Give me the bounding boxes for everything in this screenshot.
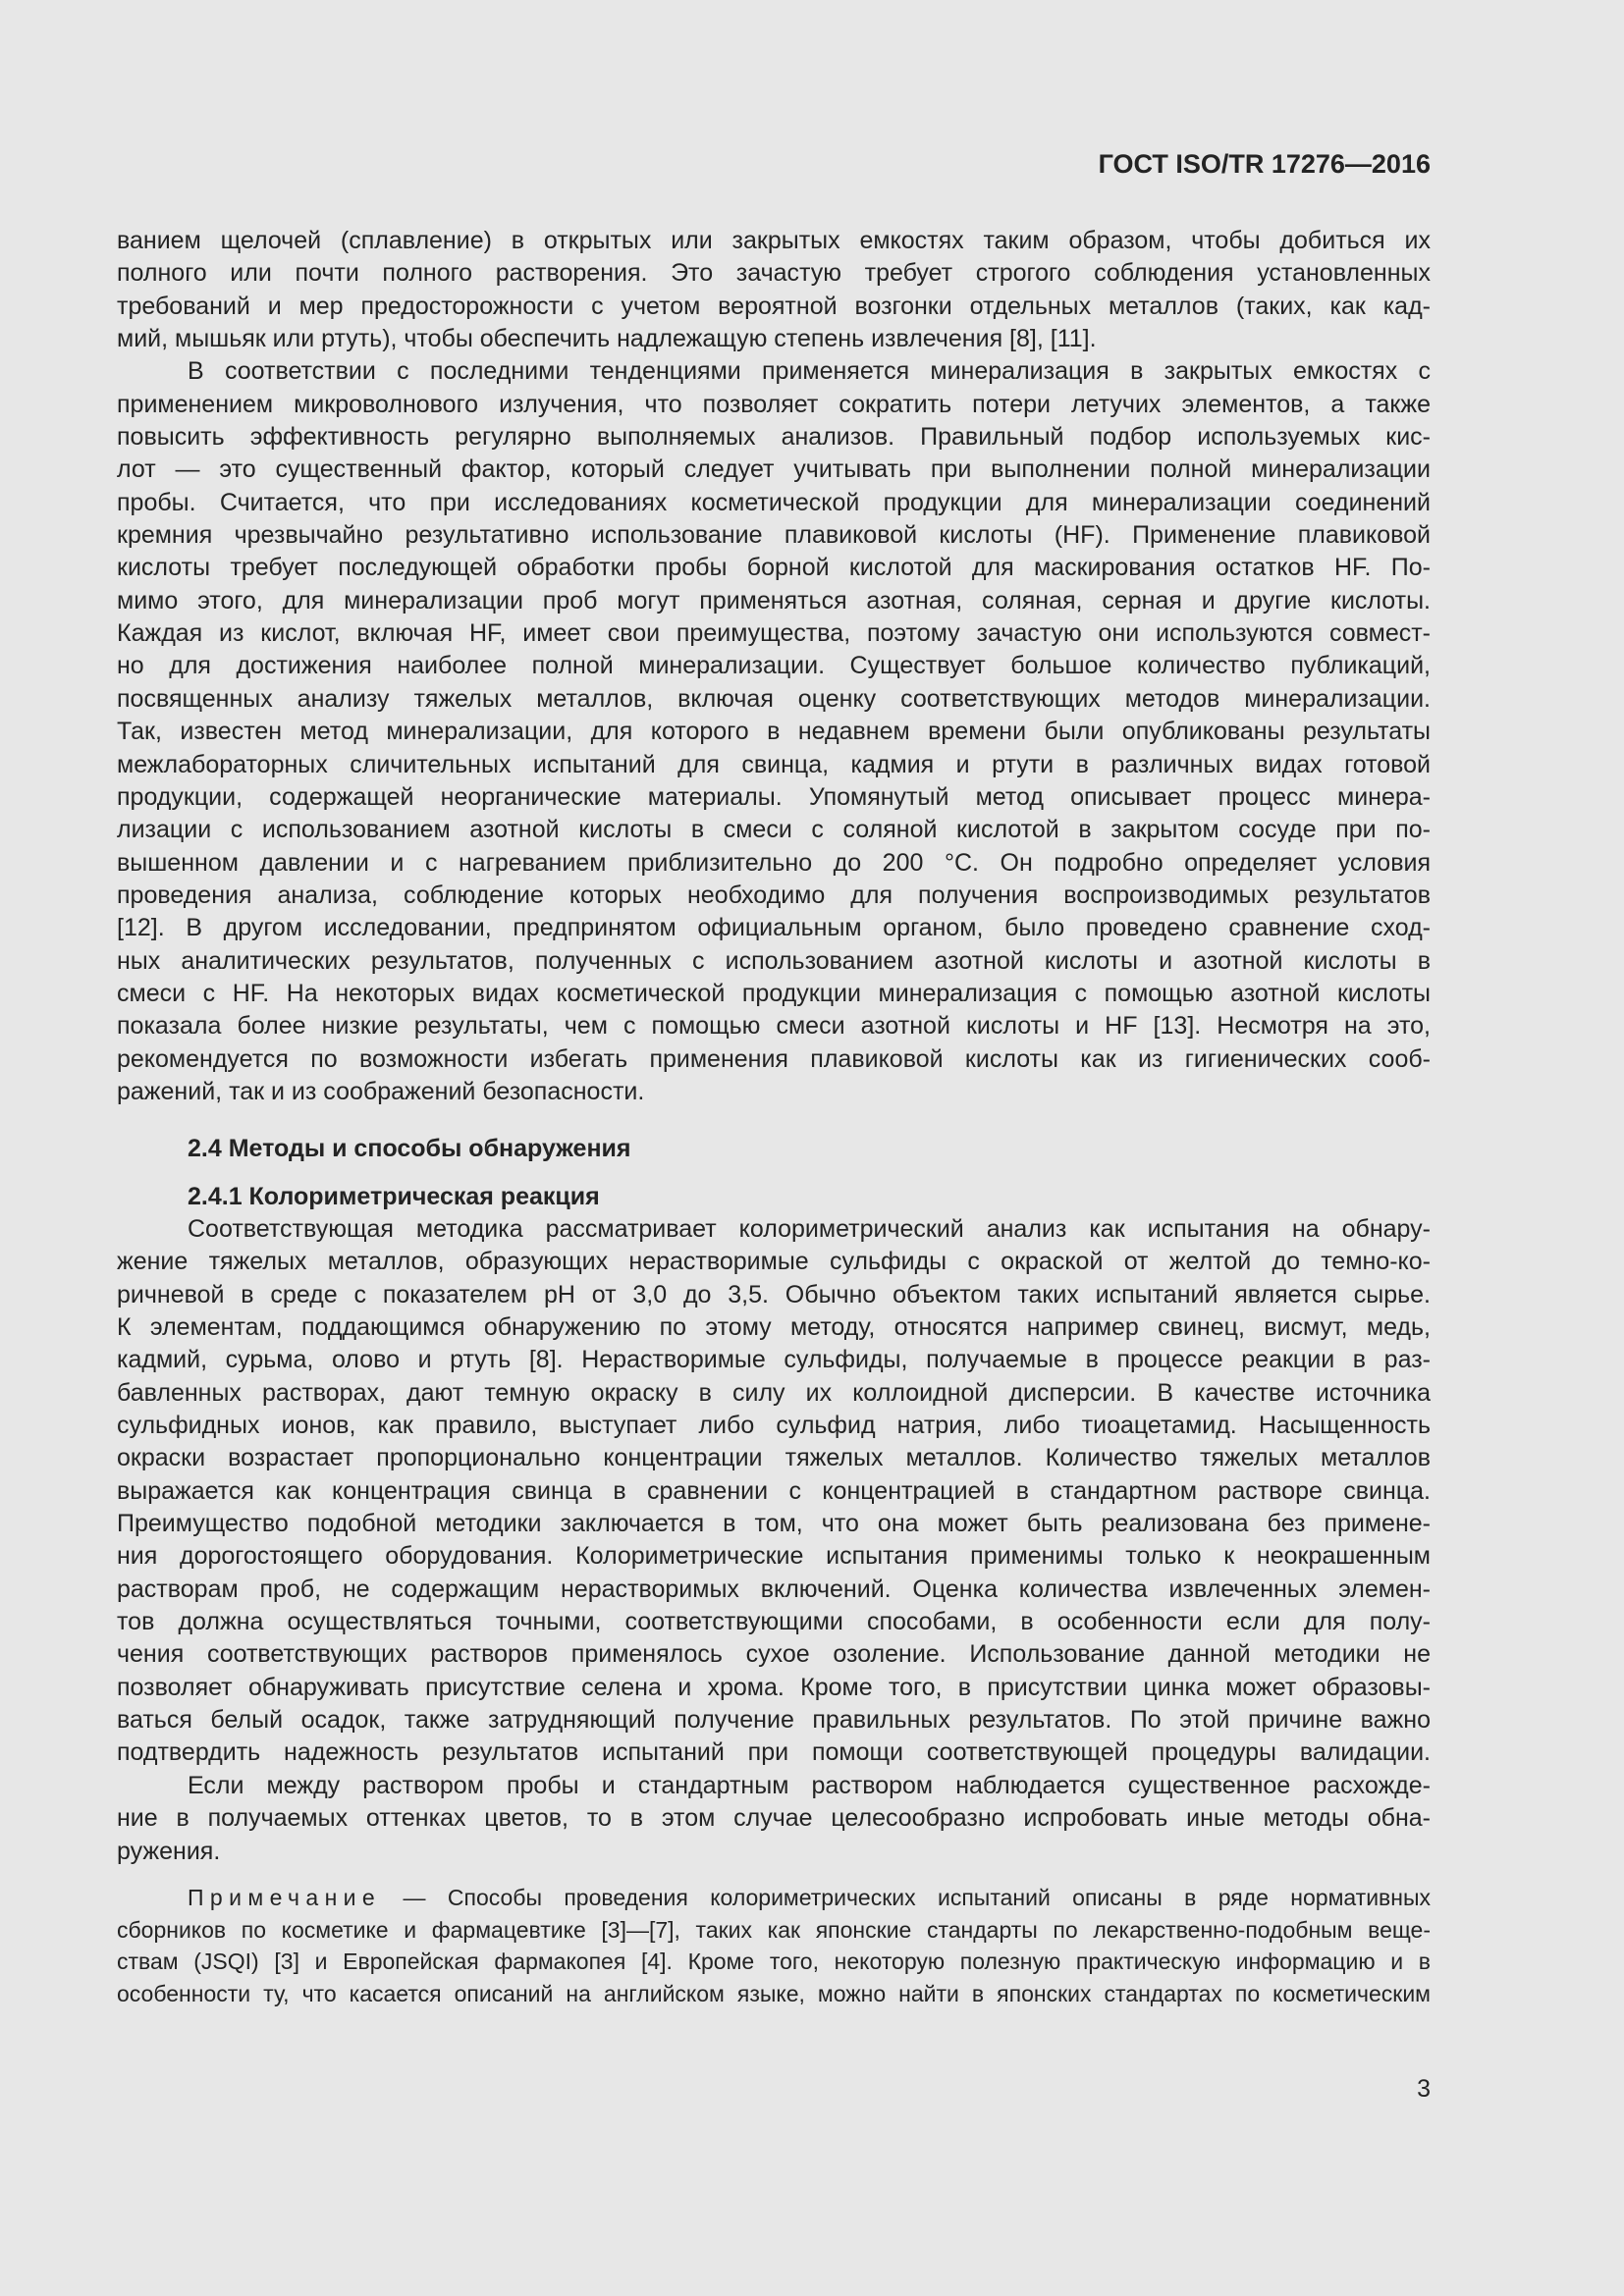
paragraph-line: бавленных растворах, дают темную окраску в силу их коллоидной дисперсии. В качестве источника — [117, 1378, 1431, 1407]
note-line — [117, 1882, 1431, 1913]
paragraph-line: Соответствующая методика рассматривает колориметрический анализ как испытания на обнару- — [188, 1214, 1431, 1243]
paragraph-line: продукции, содержащей неорганические материалы. Упомянутый метод описывает процесс минера- — [117, 782, 1431, 811]
paragraph-line: пробы. Считается, что при исследованиях косметической продукции для минерализации соединений — [117, 488, 1431, 516]
paragraph-line: Так, известен метод минерализации, для которого в недавнем времени были опубликованы результаты — [117, 718, 1431, 746]
paragraph-line: сульфидных ионов, как правило, выступает либо сульфид натрия, либо тиоацетамид. Насыщенность — [117, 1412, 1431, 1440]
paragraph-line: повысить эффективность регулярно выполняемых анализов. Правильный подбор используемых кис- — [117, 423, 1431, 452]
text-body — [117, 225, 1431, 2009]
paragraph-line: межлабораторных сличительных испытаний для свинца, кадмия и ртути в различных видах готовой — [117, 750, 1431, 778]
paragraph-line: позволяет обнаруживать присутствие селена и хрома. Кроме того, в присутствии цинка может образовы- — [117, 1673, 1431, 1701]
paragraph-line: вышенном давлении и с нагреванием приблизительно до 200 °С. Он подробно определяет условия — [117, 848, 1431, 877]
paragraph-line: ния дорогостоящего оборудования. Колориметрические испытания применимы только к неокрашенным — [117, 1542, 1431, 1571]
paragraph-line: К элементам, поддающимся обнаружению по этому методу, относятся например свинец, висмут, медь, — [117, 1313, 1431, 1341]
paragraph-line: показала более низкие результаты, чем с помощью смеси азотной кислоты и HF [13]. Несмотря на это, — [117, 1012, 1431, 1041]
paragraph-line: смеси с HF. На некоторых видах косметической продукции минерализация с помощью азотной кислоты — [117, 979, 1431, 1007]
paragraph-line: ваться белый осадок, также затрудняющий получение правильных результатов. По этой причине важно — [117, 1706, 1431, 1735]
paragraph-line: рекомендуется по возможности избегать применения плавиковой кислоты как из гигиенических сооб- — [117, 1044, 1431, 1073]
note-line: ствам (JSQI) [3] и Европейская фармакопея [4]. Кроме того, некоторую полезную практическую информацию и в — [117, 1949, 1431, 1975]
paragraph-line: ражений, так и из соображений безопасности. — [117, 1077, 645, 1105]
paragraph-line: В соответствии с последними тенденциями применяется минерализация в закрытых емкостях с — [188, 357, 1431, 386]
note-line: особенности ту, что касается описаний на английском языке, можно найти в японских стандартах по косметическим — [117, 1980, 1431, 2006]
document-code-header: ГОСТ ISO/TR 17276—2016 — [1098, 149, 1431, 179]
paragraph-line: окраски возрастает пропорционально концентрации тяжелых металлов. Количество тяжелых металлов — [117, 1444, 1431, 1472]
paragraph-line: чения соответствующих растворов применялось сухое озоление. Использование данной методики не — [117, 1640, 1431, 1669]
paragraph-line: требований и мер предосторожности с учетом вероятной возгонки отдельных металлов (таких, как кад- — [117, 292, 1431, 320]
subsection-heading: 2.4.1 Колориметрическая реакция — [188, 1182, 600, 1210]
paragraph — [117, 355, 1431, 1108]
page-number: 3 — [1417, 2075, 1431, 2103]
paragraph-line: мий, мышьяк или ртуть), чтобы обеспечить надлежащую степень извлечения [8], [11]. — [117, 325, 1097, 353]
paragraph — [117, 225, 1431, 355]
paragraph-line: ние в получаемых оттенках цветов, то в этом случае целесообразно испробовать иные методы обна- — [117, 1804, 1431, 1833]
paragraph-line: выражается как концентрация свинца в сравнении с концентрацией в стандартном растворе свинца. — [117, 1476, 1431, 1505]
paragraph-line: растворам проб, не содержащим нерастворимых включений. Оценка количества извлеченных элемен- — [117, 1575, 1431, 1603]
paragraph-line: кадмий, сурьма, олово и ртуть [8]. Нерастворимые сульфиды, получаемые в процессе реакции в раз- — [117, 1346, 1431, 1374]
paragraph-line: посвященных анализу тяжелых металлов, включая оценку соответствующих методов минерализации. — [117, 684, 1431, 713]
section-heading: 2.4 Методы и способы обнаружения — [188, 1135, 631, 1163]
paragraph-line: проведения анализа, соблюдение которых необходимо для получения воспроизводимых результатов — [117, 881, 1431, 909]
paragraph-line: кремния чрезвычайно результативно использование плавиковой кислоты (HF). Применение плавиковой — [117, 521, 1431, 550]
note-line: сборников по косметике и фармацевтике [3]—[7], таких как японские стандарты по лекарственно-подобным веще- — [117, 1916, 1431, 1943]
note-line-text: — Способы проведения колориметрических испытаний описаны в ряде нормативных — [403, 1885, 1432, 1911]
paragraph-line: ванием щелочей (сплавление) в открытых или закрытых емкостях таким образом, чтобы добиться их — [117, 227, 1431, 254]
paragraph-line: но для достижения наиболее полной минерализации. Существует большое количество публикаций, — [117, 652, 1431, 680]
paragraph-line: лот — это существенный фактор, который следует учитывать при выполнении полной минерализации — [117, 455, 1431, 484]
note-label: Примечание — [188, 1885, 382, 1911]
paragraph-line: кислоты требует последующей обработки пробы борной кислотой для маскирования остатков HF. По- — [117, 554, 1431, 582]
paragraph — [117, 1770, 1431, 1868]
note-block — [117, 1882, 1431, 2009]
paragraph-line: Каждая из кислот, включая HF, имеет свои преимущества, поэтому зачастую они используются совмест- — [117, 619, 1431, 648]
paragraph-line: применением микроволнового излучения, что позволяет сократить потери летучих элементов, а также — [117, 390, 1431, 418]
paragraph-line: Преимущество подобной методики заключается в том, что она может быть реализована без примене- — [117, 1510, 1431, 1538]
paragraph — [117, 1213, 1431, 1770]
paragraph-line: [12]. В другом исследовании, предпринятом официальным органом, было проведено сравнение сход- — [117, 914, 1431, 942]
paragraph-line: ричневой в среде с показателем pH от 3,0 до 3,5. Обычно объектом таких испытаний является сырье. — [117, 1280, 1431, 1308]
paragraph-line: жение тяжелых металлов, образующих нерастворимые сульфиды с окраской от желтой до темно-ко- — [117, 1248, 1431, 1276]
paragraph-line: подтвердить надежность результатов испытаний при помощи соответствующей процедуры валидации. — [117, 1738, 1431, 1767]
paragraph-line: ружения. — [117, 1837, 221, 1865]
paragraph-line: полного или почти полного растворения. Это зачастую требует строгого соблюдения установленных — [117, 259, 1431, 288]
paragraph-line: Если между раствором пробы и стандартным раствором наблюдается существенное расхожде- — [188, 1771, 1431, 1799]
paragraph-line: ных аналитических результатов, полученных с использованием азотной кислоты и азотной кислоты в — [117, 946, 1431, 975]
paragraph-line: тов должна осуществляться точными, соответствующими способами, в особенности если для полу- — [117, 1608, 1431, 1636]
paragraph-line: мимо этого, для минерализации проб могут применяться азотная, соляная, серная и другие кислоты. — [117, 586, 1431, 614]
paragraph-line: лизации с использованием азотной кислоты в смеси с соляной кислотой в закрытом сосуде при по- — [117, 816, 1431, 844]
